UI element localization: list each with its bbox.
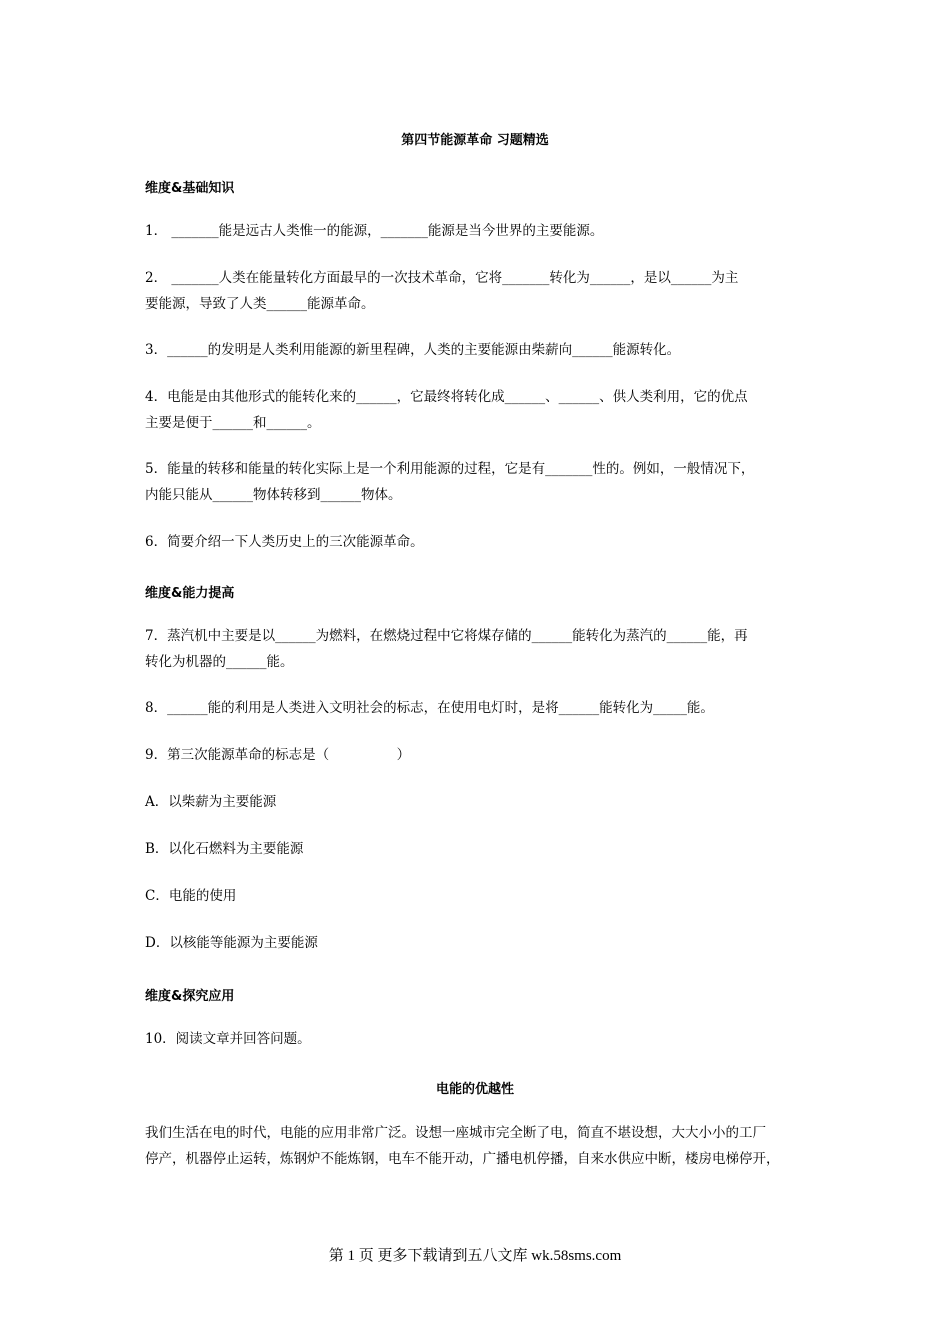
question-line: 9．第三次能源革命的标志是（ ） (145, 747, 411, 763)
option-a (145, 789, 810, 815)
question-line: 1． _______能是远古人类惟一的能源，_______能源是当今世界的主要能源。 (145, 223, 604, 239)
question-4 (145, 384, 810, 436)
option-line: B．以化石燃料为主要能源 (145, 841, 304, 857)
section-heading-basic: 维度&基础知识 (145, 181, 235, 196)
page-title: 第四节能源革命 习题精选 (401, 133, 549, 148)
question-line: 6．简要介绍一下人类历史上的三次能源革命。 (145, 534, 424, 550)
question-line: 内能只能从______物体转移到______物体。 (145, 487, 402, 503)
question-line: 10．阅读文章并回答问题。 (145, 1031, 311, 1047)
question-line: 主要是便于______和______。 (145, 415, 321, 431)
question-line: 要能源，导致了人类______能源革命。 (145, 296, 375, 312)
section-heading-explore: 维度&探究应用 (145, 989, 235, 1004)
question-line: 7．蒸汽机中主要是以______为燃料，在燃烧过程中它将煤存储的______能转化为蒸汽的______能，再 (145, 628, 748, 644)
question-line: 2． _______人类在能量转化方面最早的一次技术革命，它将_______转化为______，是以______为主 (145, 270, 739, 286)
option-b (145, 836, 810, 862)
question-line: 3．______的发明是人类利用能源的新里程碑，人类的主要能源由柴薪向______能源转化。 (145, 342, 681, 358)
question-9 (145, 742, 810, 768)
article-title: 电能的优越性 (435, 1082, 514, 1097)
question-10 (145, 1026, 810, 1052)
article-line: 我们生活在电的时代，电能的应用非常广泛。设想一座城市完全断了电，简直不堪设想，大大小小的工厂 (145, 1125, 766, 1141)
page-footer: 第 1 页 更多下载请到五八文库 wk.58sms.com (328, 1248, 622, 1264)
question-8 (145, 695, 810, 721)
question-5 (145, 456, 810, 508)
option-line: C．电能的使用 (145, 888, 237, 904)
question-6 (145, 529, 810, 555)
option-line: A．以柴薪为主要能源 (145, 794, 277, 810)
option-c (145, 883, 810, 909)
question-7 (145, 623, 810, 675)
question-line: 转化为机器的______能。 (145, 654, 294, 670)
question-line: 4．电能是由其他形式的能转化来的______，它最终将转化成______、______、供人类利用，它的优点 (145, 389, 748, 405)
question-3 (145, 337, 810, 363)
article-line: 停产，机器停止运转，炼钢炉不能炼钢，电车不能开动，广播电机停播，自来水供应中断，楼房电梯停开， (145, 1151, 780, 1167)
section-heading-ability: 维度&能力提高 (145, 586, 235, 601)
question-line: 5．能量的转移和能量的转化实际上是一个利用能源的过程，它是有_______性的。例如，一般情况下， (145, 461, 755, 477)
article-body (145, 1120, 810, 1172)
question-line: 8．______能的利用是人类进入文明社会的标志，在使用电灯时，是将______能转化为_____能。 (145, 700, 714, 716)
question-1 (145, 218, 810, 244)
question-2 (145, 265, 810, 317)
option-line: D．以核能等能源为主要能源 (145, 935, 318, 951)
option-d (145, 930, 810, 956)
